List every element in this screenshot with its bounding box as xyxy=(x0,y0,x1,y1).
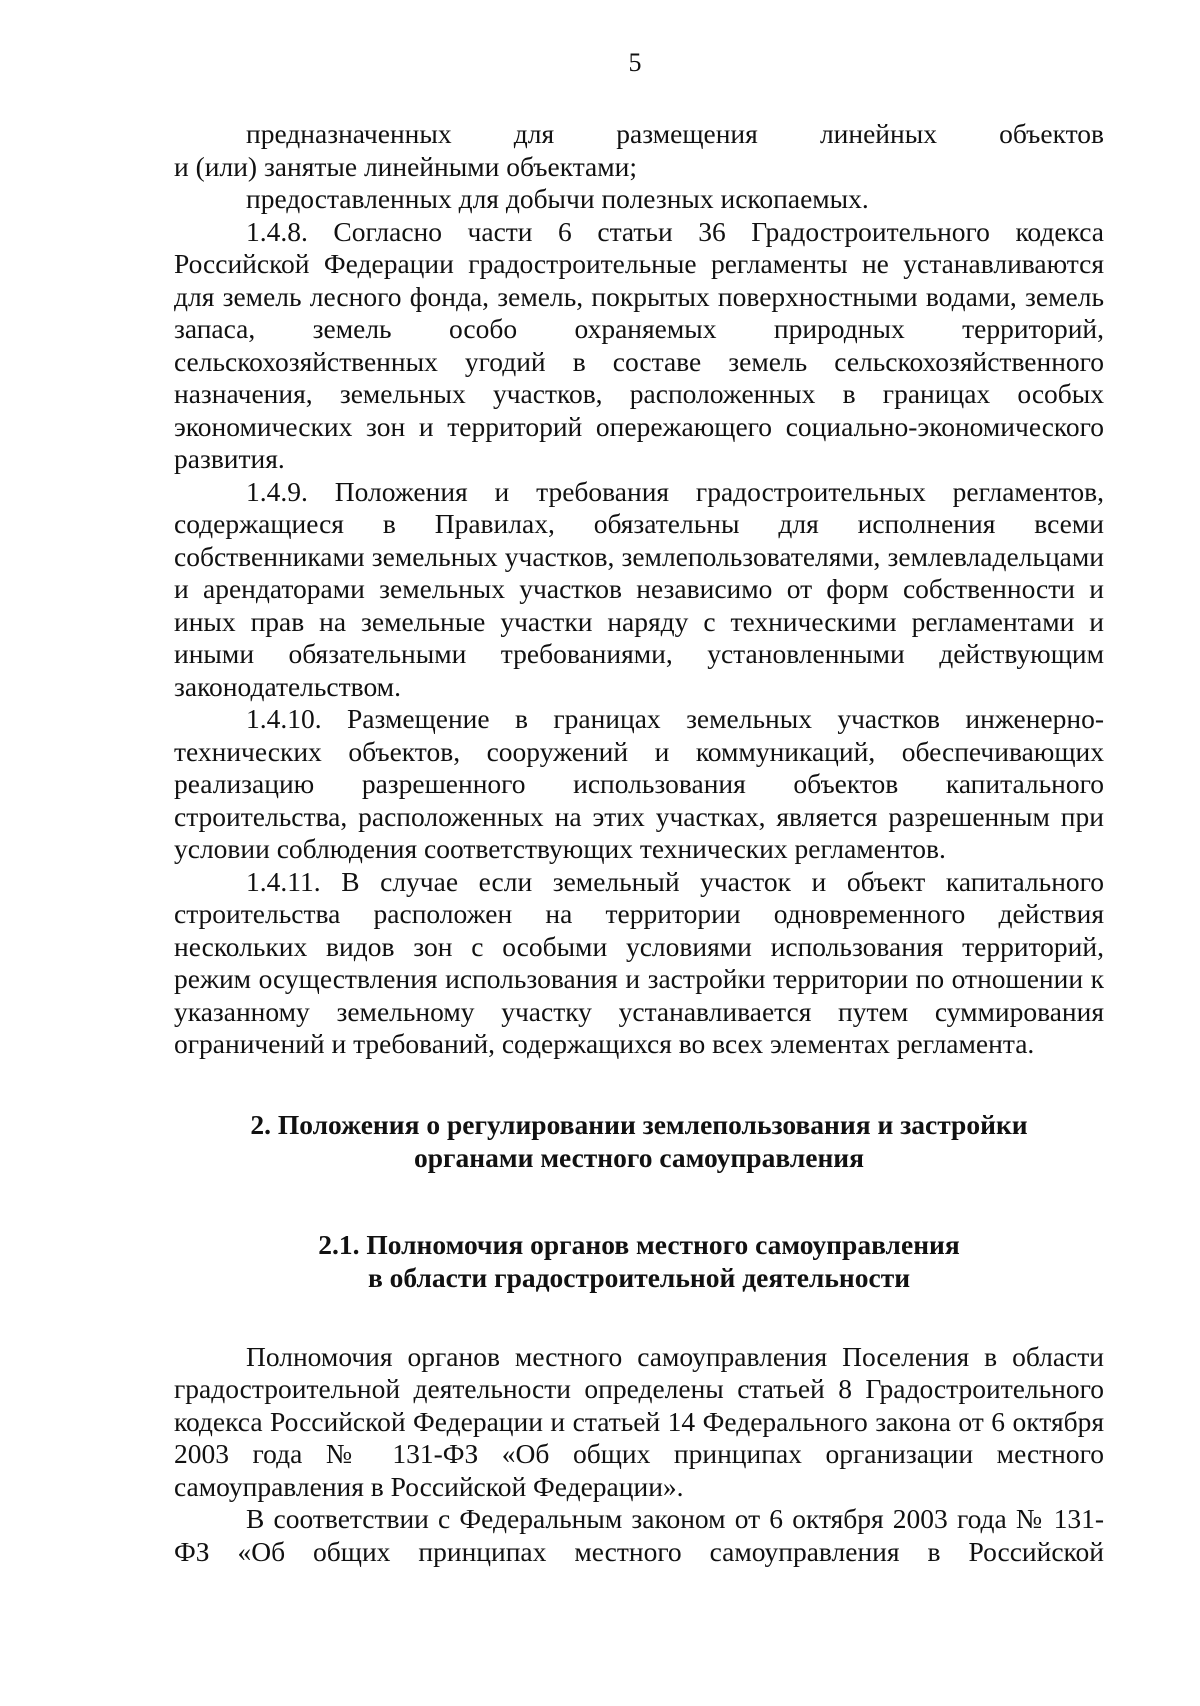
paragraph-linear-objects-line2: и (или) занятые линейными объектами; xyxy=(174,150,638,182)
section-2-heading-line1: 2. Положения о регулировании землепользования и застройки xyxy=(250,1108,1028,1140)
paragraph-mineral-extraction: предоставленных для добычи полезных ископаемых. xyxy=(246,183,869,214)
document-body xyxy=(174,118,1104,1568)
paragraph-1-4-8: 1.4.8. Согласно части 6 статьи 36 Градостроительного кодекса Российской Федерации градостроительные регламенты не устанавливаются для земель лесного фонда, земель, покрытых поверхностными водами, земель запаса, земель особо охраняемых природных территорий, сельскохозяйственных угодий в составе земель сельскохозяйственного назначения, земельных участков, расположенных в границах особых экономических зон и территорий опережающего социально-экономического развития. xyxy=(174,215,1104,474)
section-2-heading-line2: органами местного самоуправления xyxy=(413,1141,865,1173)
section-2-1-heading-line2: в области градостроительной деятельности xyxy=(367,1261,911,1293)
paragraph-1-4-10: 1.4.10. Размещение в границах земельных участков инженерно-технических объектов, сооружений и коммуникаций, обеспечивающих реализацию разрешенного использования объектов капитального строительства, расположенных на этих участках, является разрешенным при условии соблюдения соответствующих технических регламентов. xyxy=(174,703,1104,864)
paragraph-1-4-9: 1.4.9. Положения и требования градостроительных регламентов, содержащиеся в Правилах, обязательны для исполнения всеми собственниками земельных участков, землепользователями, землевладельцами и арендаторами земельных участков независимо от форм собственности и иных прав на земельные участки наряду с техническими регламентами и иными обязательными требованиями, установленными действующим законодательством. xyxy=(174,475,1104,702)
section-2-1-heading xyxy=(174,1228,1104,1294)
section-2-1-heading-line1: 2.1. Полномочия органов местного самоуправления xyxy=(318,1228,960,1260)
page-number: 5 xyxy=(628,48,642,77)
paragraph-powers-local-government: Полномочия органов местного самоуправления Поселения в области градостроительной деятельности определены статьей 8 Градостроительного кодекса Российской Федерации и статьей 14 Федерального закона от 6 октября 2003 года № 131-ФЗ «Об общих принципах организации местного самоуправления в Российской Федерации». xyxy=(174,1340,1104,1502)
paragraph-linear-objects-line1: предназначенных для размещения линейных объектов xyxy=(246,118,1104,149)
paragraph-federal-law-reference: В соответствии с Федеральным законом от 6 октября 2003 года № 131-ФЗ «Об общих принципах местного самоуправления в Российской xyxy=(174,1503,1104,1567)
paragraph-1-4-11: 1.4.11. В случае если земельный участок и объект капитального строительства расположен на территории одновременного действия нескольких видов зон с особыми условиями использования территорий, режим осуществления использования и застройки территории по отношении к указанному земельному участку устанавливается путем суммирования ограничений и требований, содержащихся во всех элементах регламента. xyxy=(174,865,1104,1059)
section-2-heading xyxy=(174,1108,1104,1174)
